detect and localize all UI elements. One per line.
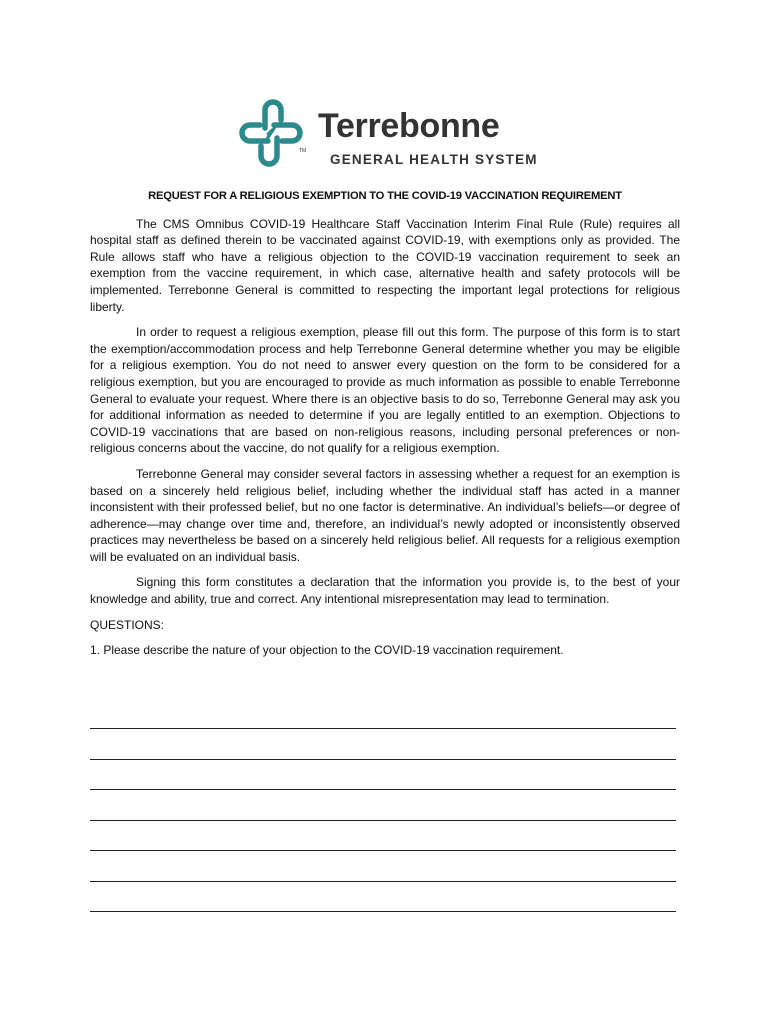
answer-line[interactable] — [90, 880, 676, 882]
document-body — [90, 188, 680, 667]
logo-subtitle: GENERAL HEALTH SYSTEM — [330, 152, 538, 167]
answer-line[interactable] — [90, 727, 676, 729]
answer-line[interactable] — [90, 849, 676, 851]
answer-line[interactable] — [90, 788, 676, 790]
interlocking-cross-icon — [238, 98, 307, 168]
paragraph-rule: The CMS Omnibus COVID-19 Healthcare Staff Vaccination Interim Final Rule (Rule) requires all hospital staff as defined therein to be vaccinated against COVID-19, with exemptions only as provided. The Rule allows staff who have a religious objection to the COVID-19 vaccination requirement to seek an exemption from the vaccine requirement, in which case, alternative health and safety protocols will be implemented. Terrebonne General is committed to respecting the important legal protections for religious liberty. — [90, 216, 680, 314]
page-title: REQUEST FOR A RELIGIOUS EXEMPTION TO THE COVID-19 VACCINATION REQUIREMENT — [148, 190, 622, 202]
terrebonne-logo — [238, 98, 538, 172]
answer-line[interactable] — [90, 819, 676, 821]
paragraph-instructions: In order to request a religious exemption, please fill out this form. The purpose of this form is to start the exemption/accommodation process and help Terrebonne General determine whether you may be eligible for a religious exemption. You do not need to answer every question on the form to be considered for a religious exemption, but you are encouraged to provide as much information as possible to enable Terrebonne General to evaluate your request. Where there is an objective basis to do so, Terrebonne General may ask you for additional information as needed to determine if you are legally entitled to an exemption. Objections to COVID-19 vaccinations that are based on non-religious reasons, including personal preferences or non-religious concerns about the vaccine, do not qualify for a religious exemption. — [90, 325, 680, 456]
paragraph-factors: Terrebonne General may consider several factors in assessing whether a request for an exemption is based on a sincerely held religious belief, including whether the individual staff has acted in a manner inconsistent with their professed belief, but no one factor is determinative. An individual’s beliefs—or degree of adherence—may change over time and, therefore, an individual’s newly adopted or inconsistently observed practices may nevertheless be based on a sincerely held religious belief. All requests for a religious exemption will be evaluated on an individual basis. — [90, 466, 680, 564]
question-1: 1. Please describe the nature of your objection to the COVID-19 vaccination requirement. — [90, 643, 564, 658]
trademark-symbol: TM — [299, 148, 307, 154]
answer-area[interactable] — [90, 727, 680, 941]
answer-line[interactable] — [90, 910, 676, 912]
questions-heading: QUESTIONS: — [90, 617, 165, 632]
logo-wordmark: Terrebonne — [318, 107, 500, 145]
paragraph-declaration: Signing this form constitutes a declaration that the information you provide is, to the best of your knowledge and ability, true and correct. Any intentional misrepresentation may lead to termination. — [90, 575, 680, 607]
answer-line[interactable] — [90, 758, 676, 760]
